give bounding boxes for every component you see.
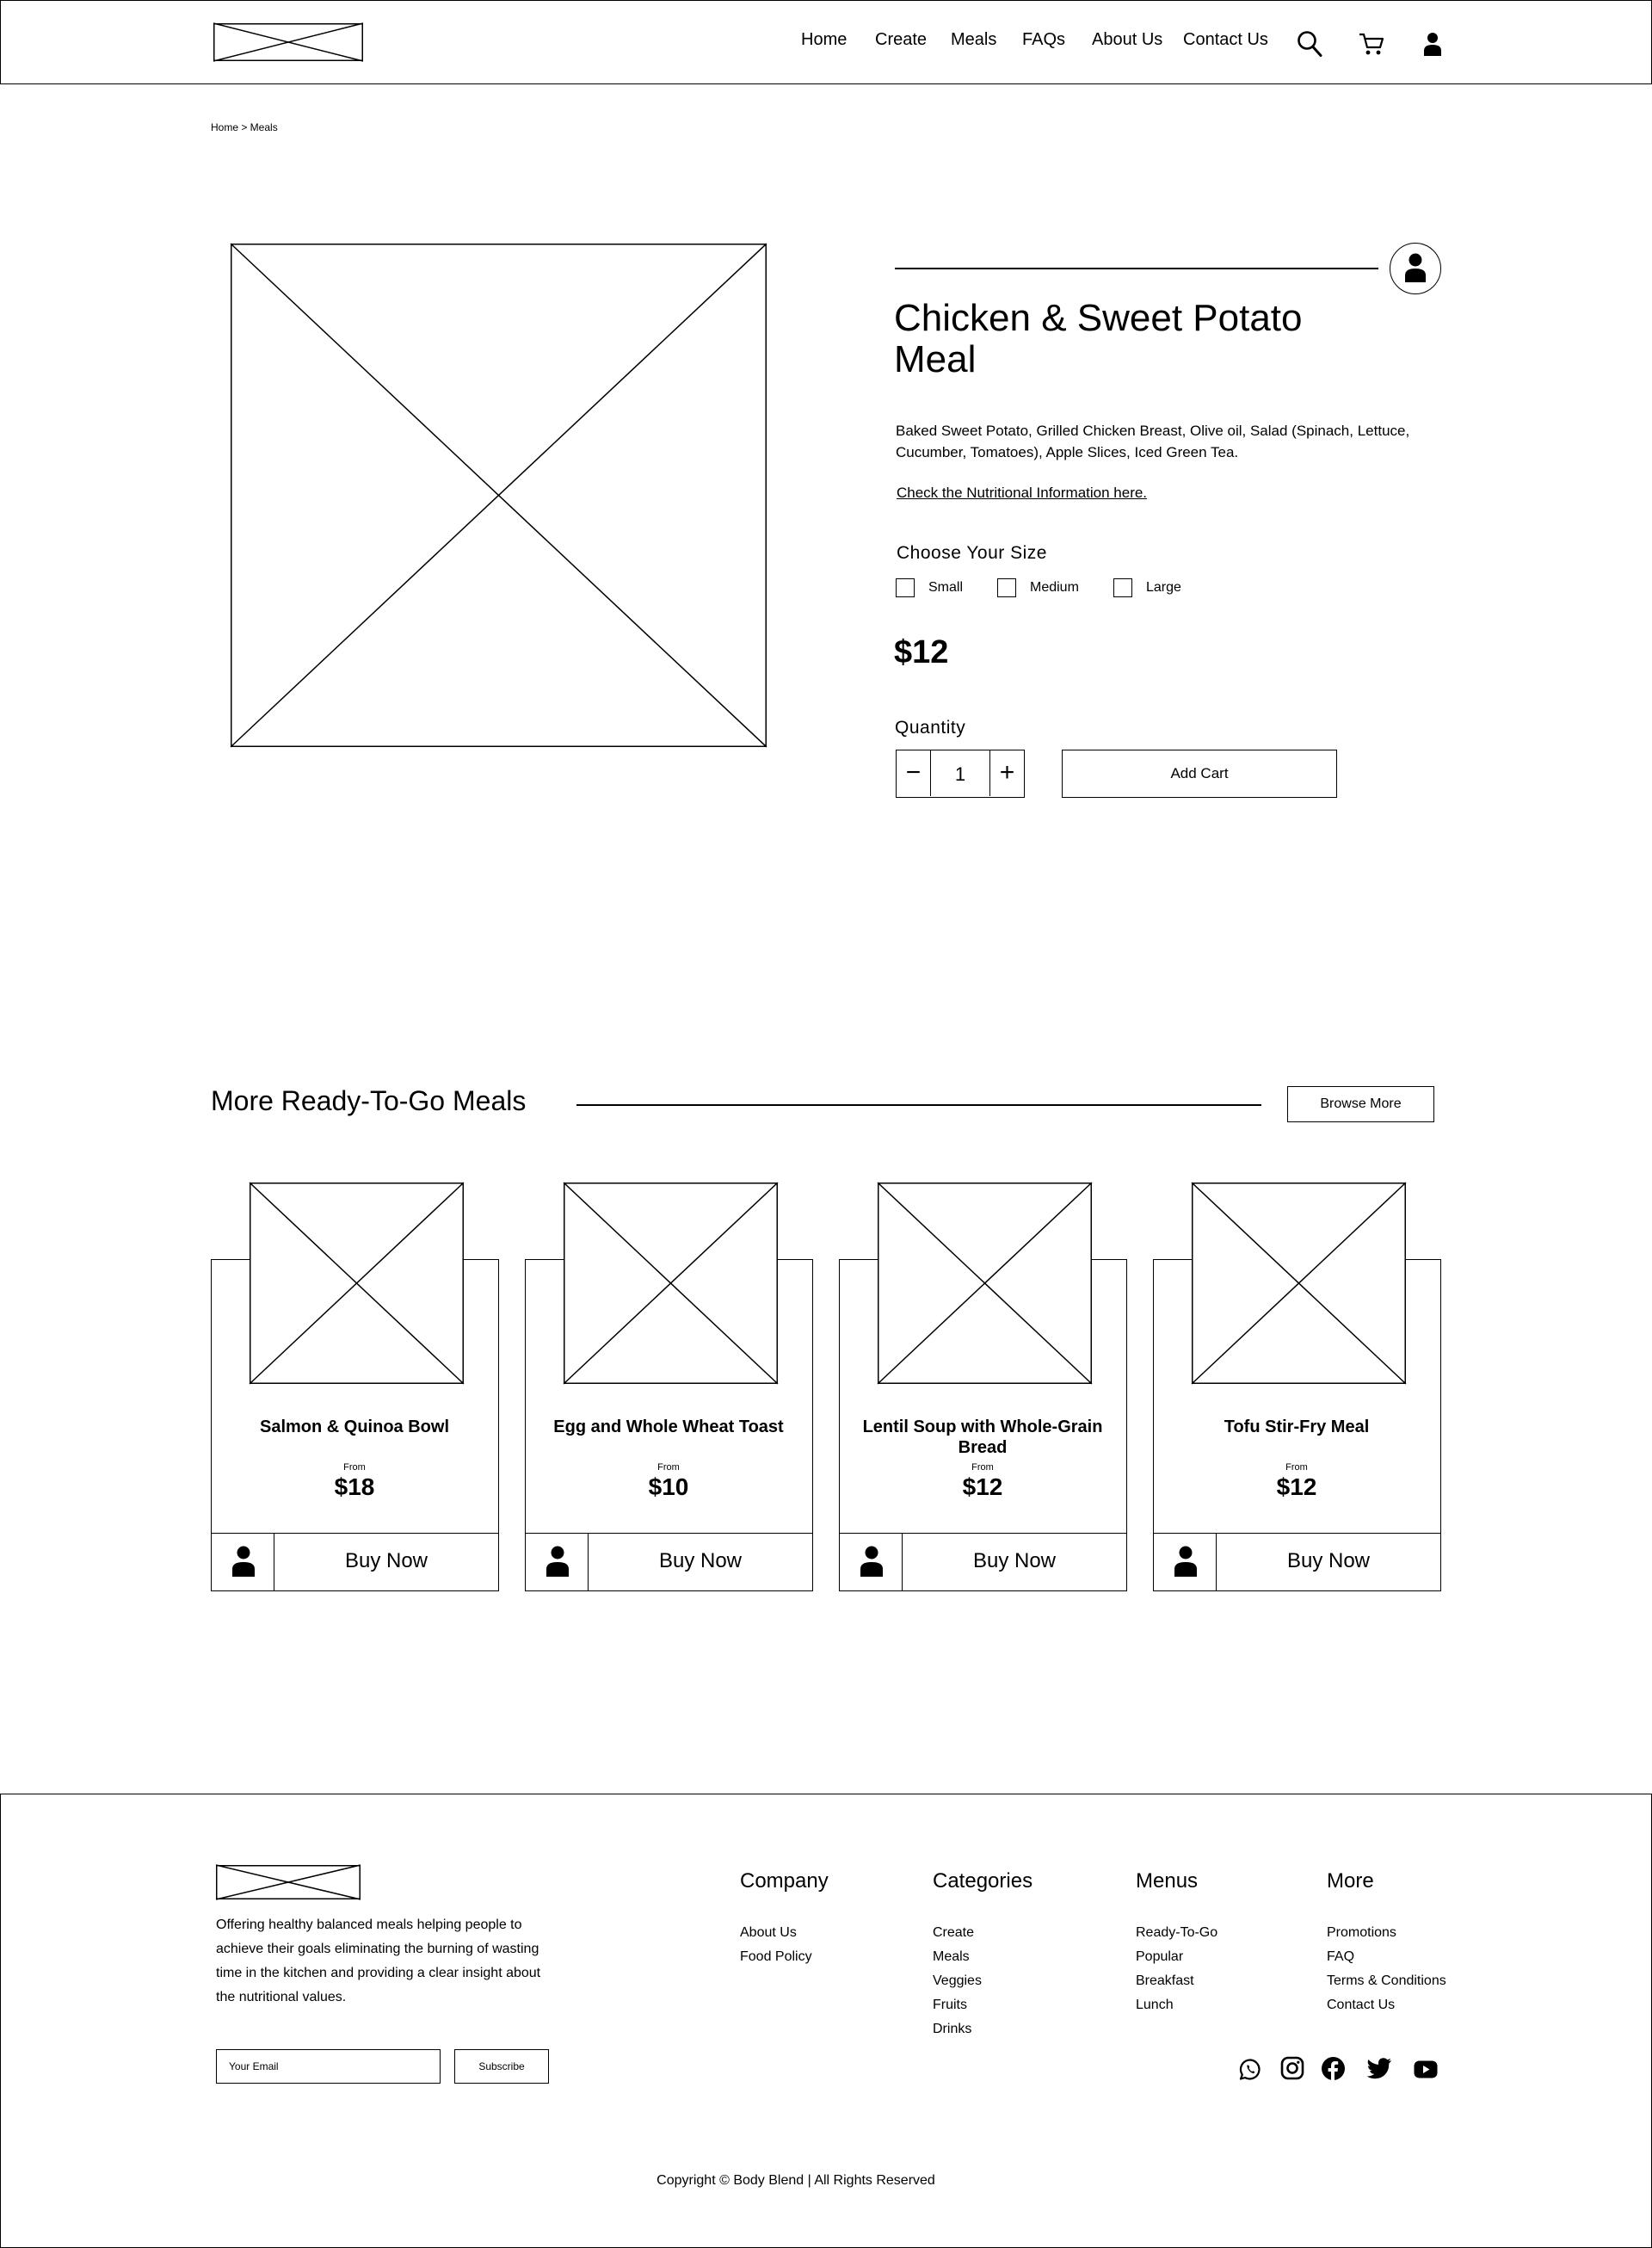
footer-link[interactable]: Veggies [933, 1973, 982, 1988]
meal-title: Tofu Stir-Fry Meal [1224, 1417, 1370, 1436]
add-cart-button[interactable]: Add Cart [1062, 750, 1337, 798]
nutrition-link[interactable]: Check the Nutritional Information here. [897, 485, 1148, 501]
card-avatar-button[interactable] [839, 1533, 903, 1591]
footer-heading-menus: Menus [1136, 1869, 1199, 1893]
buy-now-button[interactable]: Buy Now [274, 1533, 499, 1591]
size-label: Choose Your Size [897, 543, 1047, 563]
checkbox[interactable] [1113, 578, 1132, 597]
card-avatar-button[interactable] [525, 1533, 589, 1591]
product-description: Baked Sweet Potato, Grilled Chicken Breast, Olive oil, Salad (Spinach, Lettuce, Cucumber, Tomatoes), Apple Slices, Iced Green Tea. [896, 423, 1410, 460]
meal-title: Salmon & Quinoa Bowl [259, 1417, 449, 1436]
checkbox[interactable] [896, 578, 915, 597]
meal-from-label: From [343, 1462, 366, 1473]
footer-link[interactable]: Promotions [1327, 1925, 1396, 1940]
meal-price: $12 [1276, 1473, 1317, 1500]
user-icon [231, 1546, 256, 1577]
buy-now-button[interactable]: Buy Now [1216, 1533, 1441, 1591]
nav-home[interactable]: Home [801, 30, 848, 49]
footer-heading-company: Company [740, 1869, 829, 1893]
card-avatar-button[interactable] [1153, 1533, 1217, 1591]
user-icon [1174, 1546, 1198, 1577]
size-option-large[interactable] [1113, 578, 1191, 599]
title-divider [895, 268, 1378, 269]
size-option-small[interactable] [896, 578, 973, 599]
nav-contact-us[interactable]: Contact Us [1183, 30, 1268, 49]
buy-now-button[interactable]: Buy Now [588, 1533, 813, 1591]
meal-from-label: From [657, 1462, 680, 1473]
product-title: Chicken & Sweet Potato Meal [894, 297, 1303, 380]
twitter-icon[interactable] [1366, 2058, 1392, 2079]
footer-link[interactable]: Meals [933, 1949, 970, 1964]
size-label-medium: Medium [1030, 580, 1079, 595]
whatsapp-icon[interactable] [1239, 2058, 1262, 2081]
checkbox[interactable] [997, 578, 1016, 597]
meal-image [878, 1183, 1092, 1384]
section-title: More Ready-To-Go Meals [211, 1085, 527, 1116]
section-divider [576, 1104, 1261, 1106]
nav-about-us[interactable]: About Us [1092, 30, 1163, 49]
user-icon [860, 1546, 884, 1577]
meal-image [564, 1183, 778, 1384]
breadcrumb[interactable]: Home > Meals [211, 121, 278, 133]
meal-image [250, 1183, 464, 1384]
browse-more-button[interactable]: Browse More [1287, 1086, 1434, 1122]
footer-link[interactable]: Create [933, 1925, 975, 1940]
user-icon [1404, 253, 1427, 282]
meal-title: Egg and Whole Wheat Toast [553, 1417, 784, 1436]
subscribe-button[interactable]: Subscribe [454, 2049, 549, 2084]
meal-price: $12 [962, 1473, 1003, 1500]
footer-link[interactable]: Breakfast [1136, 1973, 1194, 1988]
footer-link[interactable]: Terms & Conditions [1327, 1973, 1446, 1988]
instagram-icon[interactable] [1280, 2056, 1304, 2080]
footer-link[interactable]: Popular [1136, 1949, 1184, 1964]
footer-link[interactable]: Fruits [933, 1998, 967, 2012]
size-label-large: Large [1146, 580, 1181, 595]
footer-heading-categories: Categories [933, 1869, 1033, 1893]
quantity-stepper [896, 750, 1025, 798]
decrement-button[interactable]: − [897, 750, 931, 796]
product-image [231, 244, 767, 747]
user-icon[interactable] [1422, 32, 1443, 56]
card-avatar-button[interactable] [211, 1533, 275, 1591]
email-placeholder: Your Email [229, 2060, 279, 2072]
nav-faqs[interactable]: FAQs [1022, 30, 1066, 49]
footer-link[interactable]: FAQ [1327, 1949, 1355, 1964]
footer-about-text: Offering healthy balanced meals helping people to achieve their goals eliminating the burning of wasting time in the kitchen and providing a clear insight about the nutritional values. [216, 1918, 541, 2004]
facebook-icon[interactable] [1321, 2056, 1346, 2081]
quantity-label: Quantity [895, 718, 966, 738]
product-price: $12 [894, 634, 949, 670]
increment-button[interactable]: + [989, 750, 1024, 796]
size-label-small: Small [928, 580, 964, 595]
user-icon [546, 1546, 570, 1577]
author-avatar[interactable] [1390, 243, 1441, 294]
meal-from-label: From [1285, 1462, 1308, 1473]
footer-link[interactable]: Lunch [1136, 1998, 1174, 2012]
buy-now-button[interactable]: Buy Now [902, 1533, 1127, 1591]
logo-placeholder[interactable] [213, 23, 363, 61]
footer-heading-more: More [1327, 1869, 1374, 1893]
header [0, 0, 1652, 84]
footer-logo-placeholder[interactable] [216, 1865, 361, 1899]
copyright: Copyright © Body Blend | All Rights Reserved [656, 2173, 935, 2188]
quantity-input[interactable]: 1 [954, 763, 966, 785]
footer-link[interactable]: Drinks [933, 2022, 972, 2036]
youtube-icon[interactable] [1414, 2060, 1438, 2078]
nav-meals[interactable]: Meals [951, 30, 997, 49]
nav-create[interactable]: Create [875, 30, 928, 49]
meal-price: $10 [648, 1473, 689, 1500]
footer-link[interactable]: Ready-To-Go [1136, 1925, 1218, 1940]
meal-price: $18 [334, 1473, 375, 1500]
meal-from-label: From [971, 1462, 994, 1473]
search-icon[interactable] [1297, 30, 1322, 58]
meal-title: Lentil Soup with Whole-Grain Bread [862, 1417, 1103, 1457]
email-input[interactable] [216, 2049, 441, 2084]
size-option-medium[interactable] [997, 578, 1092, 599]
footer-link[interactable]: Contact Us [1327, 1998, 1396, 2012]
cart-icon[interactable] [1359, 32, 1384, 56]
footer-link[interactable]: Food Policy [740, 1949, 812, 1964]
footer-link[interactable]: About Us [740, 1925, 797, 1940]
meal-image [1192, 1183, 1406, 1384]
